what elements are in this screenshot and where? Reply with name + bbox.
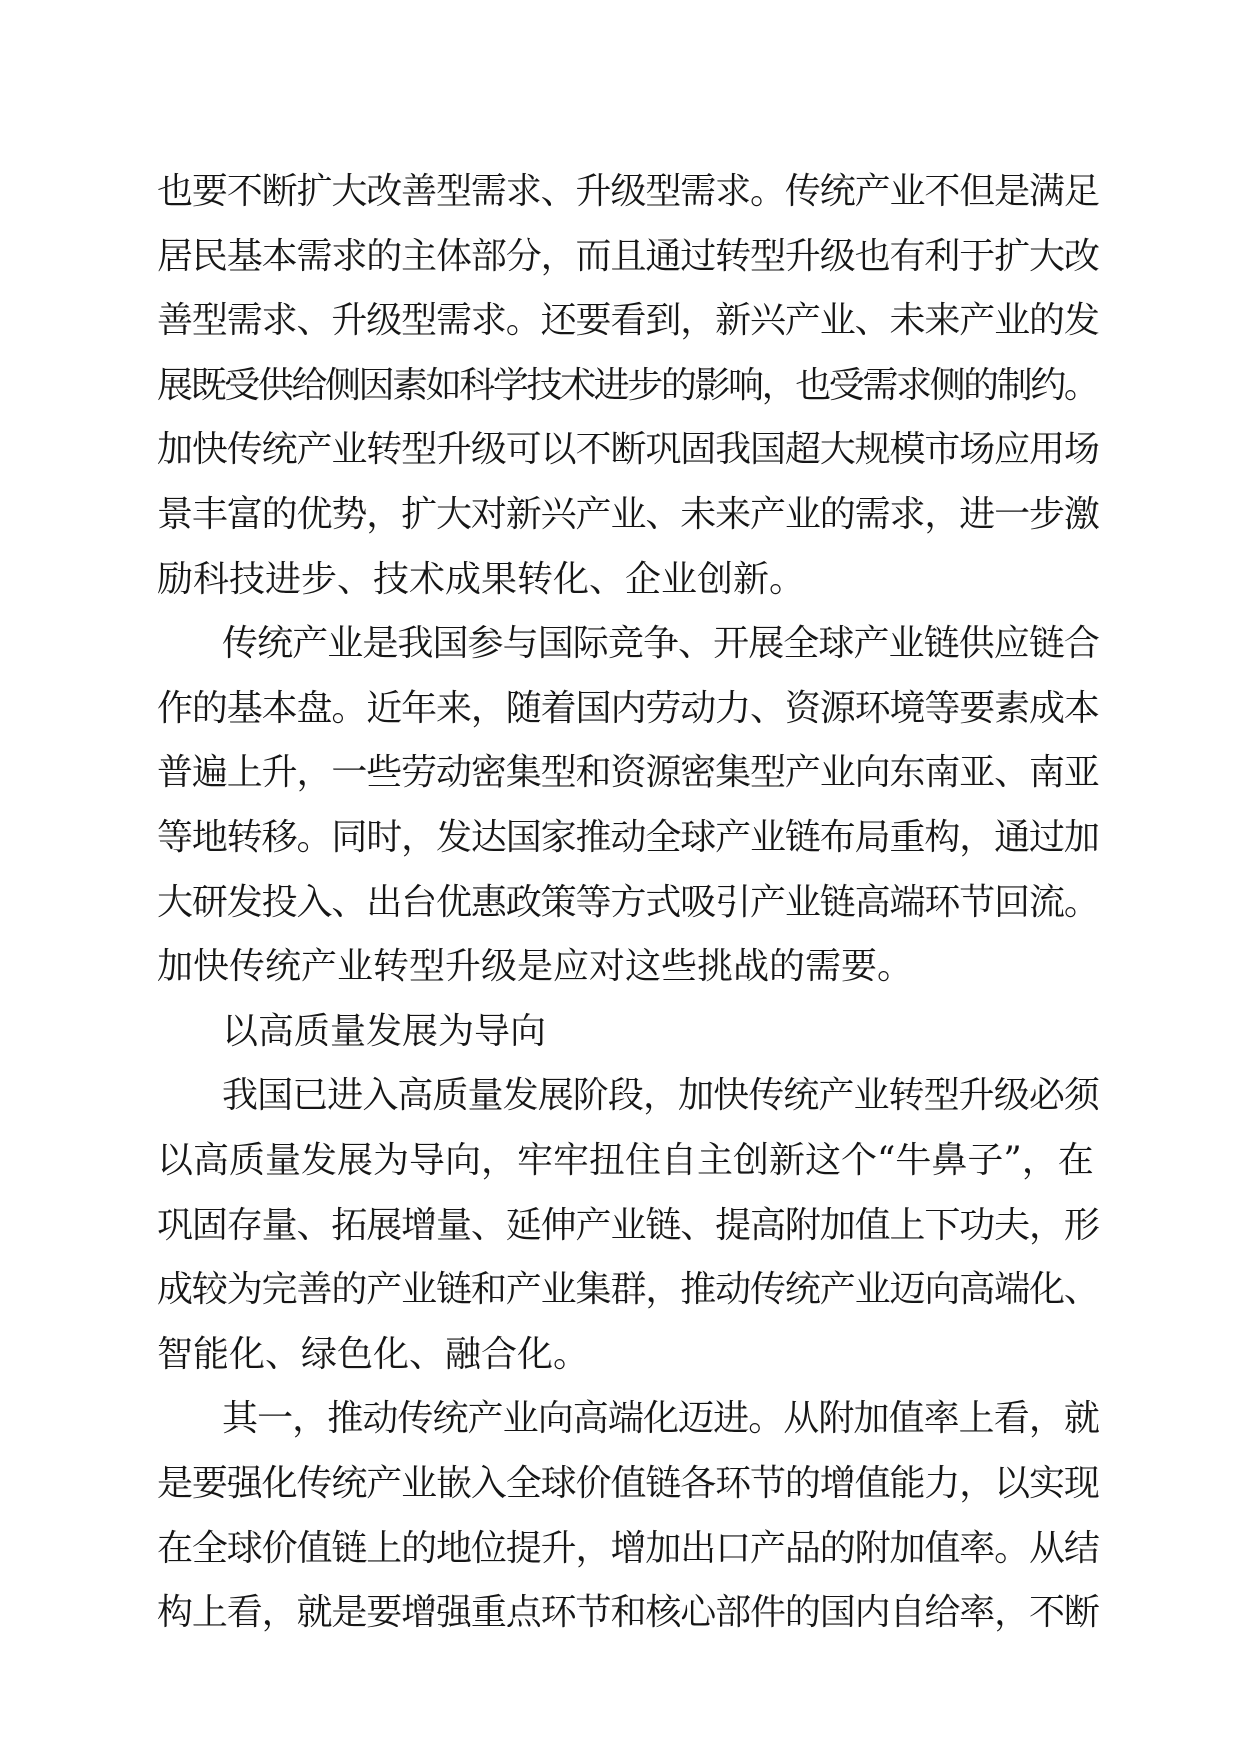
text-line: 成较为完善的产业链和产业集群，推动传统产业迈向高端化、: [157, 1269, 1099, 1310]
paragraph-first-line: 其一，推动传统产业向高端化迈进。从附加值率上看，就: [222, 1398, 1100, 1439]
paragraph-first-line: 以高质量发展为导向: [222, 1011, 547, 1052]
text-line: 是要强化传统产业嵌入全球价值链各环节的增值能力，以实现: [157, 1463, 1099, 1504]
text-line: 作的基本盘。近年来，随着国内劳动力、资源环境等要素成本: [157, 688, 1099, 729]
text-line: 构上看，就是要增强重点环节和核心部件的国内自给率，不断: [157, 1592, 1099, 1633]
text-line: 居民基本需求的主体部分，而且通过转型升级也有利于扩大改: [157, 236, 1099, 277]
paragraph-first-line: 传统产业是我国参与国际竞争、开展全球产业链供应链合: [222, 623, 1100, 664]
text-line: 以高质量发展为导向，牢牢扭住自主创新这个“牛鼻子”，在: [157, 1140, 1094, 1181]
text-line: 善型需求、升级型需求。还要看到，新兴产业、未来产业的发: [157, 300, 1099, 341]
text-line: 也要不断扩大改善型需求、升级型需求。传统产业不但是满足: [157, 171, 1099, 212]
text-line: 巩固存量、拓展增量、延伸产业链、提高附加值上下功夫，形: [157, 1205, 1099, 1246]
text-line: 在全球价值链上的地位提升，增加出口产品的附加值率。从结: [157, 1528, 1099, 1569]
text-line: 励科技进步、技术成果转化、企业创新。: [157, 559, 806, 600]
text-line: 普遍上升，一些劳动密集型和资源密集型产业向东南亚、南亚: [157, 752, 1099, 793]
text-line: 加快传统产业转型升级可以不断巩固我国超大规模市场应用场: [157, 429, 1099, 470]
text-line: 智能化、绿色化、融合化。: [157, 1334, 590, 1375]
paragraph-first-line: 我国已进入高质量发展阶段，加快传统产业转型升级必须: [222, 1075, 1100, 1116]
text-line: 等地转移。同时，发达国家推动全球产业链布局重构，通过加: [157, 817, 1099, 858]
text-line: 展既受供给侧因素如科学技术进步的影响，也受需求侧的制约。: [157, 365, 1098, 406]
text-line: 大研发投入、出台优惠政策等方式吸引产业链高端环节回流。: [157, 882, 1099, 923]
text-line: 景丰富的优势，扩大对新兴产业、未来产业的需求，进一步激: [157, 494, 1099, 535]
text-line: 加快传统产业转型升级是应对这些挑战的需要。: [157, 946, 914, 987]
